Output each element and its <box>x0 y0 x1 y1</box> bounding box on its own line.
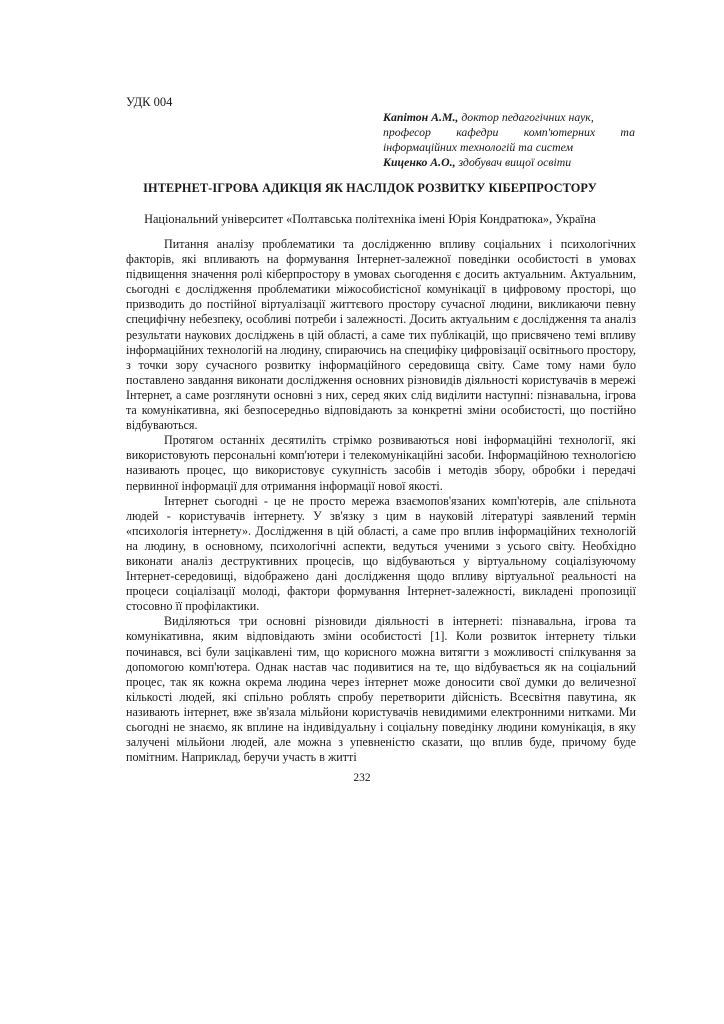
author-block <box>383 110 635 170</box>
author-2-name: Киценко А.О., <box>383 155 456 169</box>
affiliation: Національний університет «Полтавська політехніка імені Юрія Кондратюка», Україна <box>144 212 596 226</box>
author-1-line-1 <box>383 110 635 125</box>
author-1-role-a: доктор педагогічних наук, <box>458 110 594 124</box>
paper-title: ІНТЕРНЕТ-ІГРОВА АДИКЦІЯ ЯК НАСЛІДОК РОЗВИТКУ КІБЕРПРОСТОРУ <box>143 181 597 195</box>
author-2-line <box>383 155 635 170</box>
paper-body <box>126 237 636 765</box>
paragraph-2: Протягом останніх десятиліть стрімко розвиваються нові інформаційні технології, які використовують персональні комп'ютери і телекомунікаційні засоби. Інформаційною технологією називають процес, що використовує сукупність засобів і методів збору, обробки і передачі первинної інформації для отримання інформації нової якості. <box>126 433 636 493</box>
paragraph-3: Інтернет сьогодні - це не просто мережа взаємопов'язаних комп'ютерів, але спільнота людей - користувачів інтернету. У зв'язку з цим в науковій літературі заявлений термін «психологія інтернету». Дослідження в цій області, а саме про вплив інформаційних технологій на людину, в основному, психологічні аспекти, ведуться ученими з усього світу. Необхідно виконати аналіз деструктивних процесів, що відбуваються у віртуальному соціалізуючому Інтернет-середовищі, відображено дані дослідження щодо впливу віртуальної реальності на процеси соціалізації молоді, фактори формування Інтернет-залежності, викладені пропозиції стосовно її профілактики. <box>126 493 636 614</box>
page-number: 232 <box>353 772 371 784</box>
author-1-name: Капітон А.М., <box>383 110 459 124</box>
author-2-role: здобувач вищої освіти <box>455 155 572 169</box>
author-1-role-c: інформаційних технологій та систем <box>383 140 574 154</box>
udk-code: УДК 004 <box>126 95 173 109</box>
paragraph-4: Виділяються три основні різновиди діяльності в інтернеті: пізнавальна, ігрова та комунікативна, яким відповідають зміни особистості [1]. Коли розвиток інтернету тільки починався, всі були зацікавлені тим, що корисного можна витягти з можливості спілкування за допомогою комп'ютера. Однак настав час подивитися на те, що відбувається як на соціальний процес, так як кожна окрема людина через інтернет може доносити свої думки до величезної кількості людей, які спільно роблять спробу перетворити дійсність. Всесвітня павутина, як називають інтернет, вже зв'язала мільйони користувачів невидимими електронними нитками. Ми сьогодні не знаємо, як вплине на індивідуальну і соціальну поведінку людини комунікація, в яку залучені мільйони людей, але можна з упевненістю сказати, що вплив буде, причому буде помітним. Наприклад, беручи участь в житті <box>126 614 636 765</box>
paragraph-1: Питання аналізу проблематики та дослідженню впливу соціальних і психологічних факторів, які впливають на формування Інтернет-залежної поведінки особистості в умовах підвищення значення ролі кіберпростору в умовах сьогодення є досить актуальним. Актуальним, сьогодні є дослідження проблематики міжособистісної комунікації в цифровому просторі, що призводить до постійної віртуалізації життєвого простору сучасної людини, викликаючи певну специфічну небезпеку, особливі потреби і залежності. Досить актуальним є дослідження та аналіз результати наукових досліджень в цій області, а саме тих публікацій, що присвячено темі впливу інформаційних технологій на людину, спираючись на специфіку цифровізації освітнього простору, з точки зору сучасного розвитку інформаційного середовища світу. Саме тому нами було поставлено завдання виконати дослідження основних різновидів діяльності користувачів в мережі Інтернет, а саме розглянути основні з них, серед яких слід виділити наступні: пізнавальна, ігрова та комунікативна, які безпосередньо відповідають за конкретні зміни особистості, що постійно відбуваються. <box>126 237 636 433</box>
author-1-role-b: професор кафедри комп'ютерних та <box>383 125 635 139</box>
